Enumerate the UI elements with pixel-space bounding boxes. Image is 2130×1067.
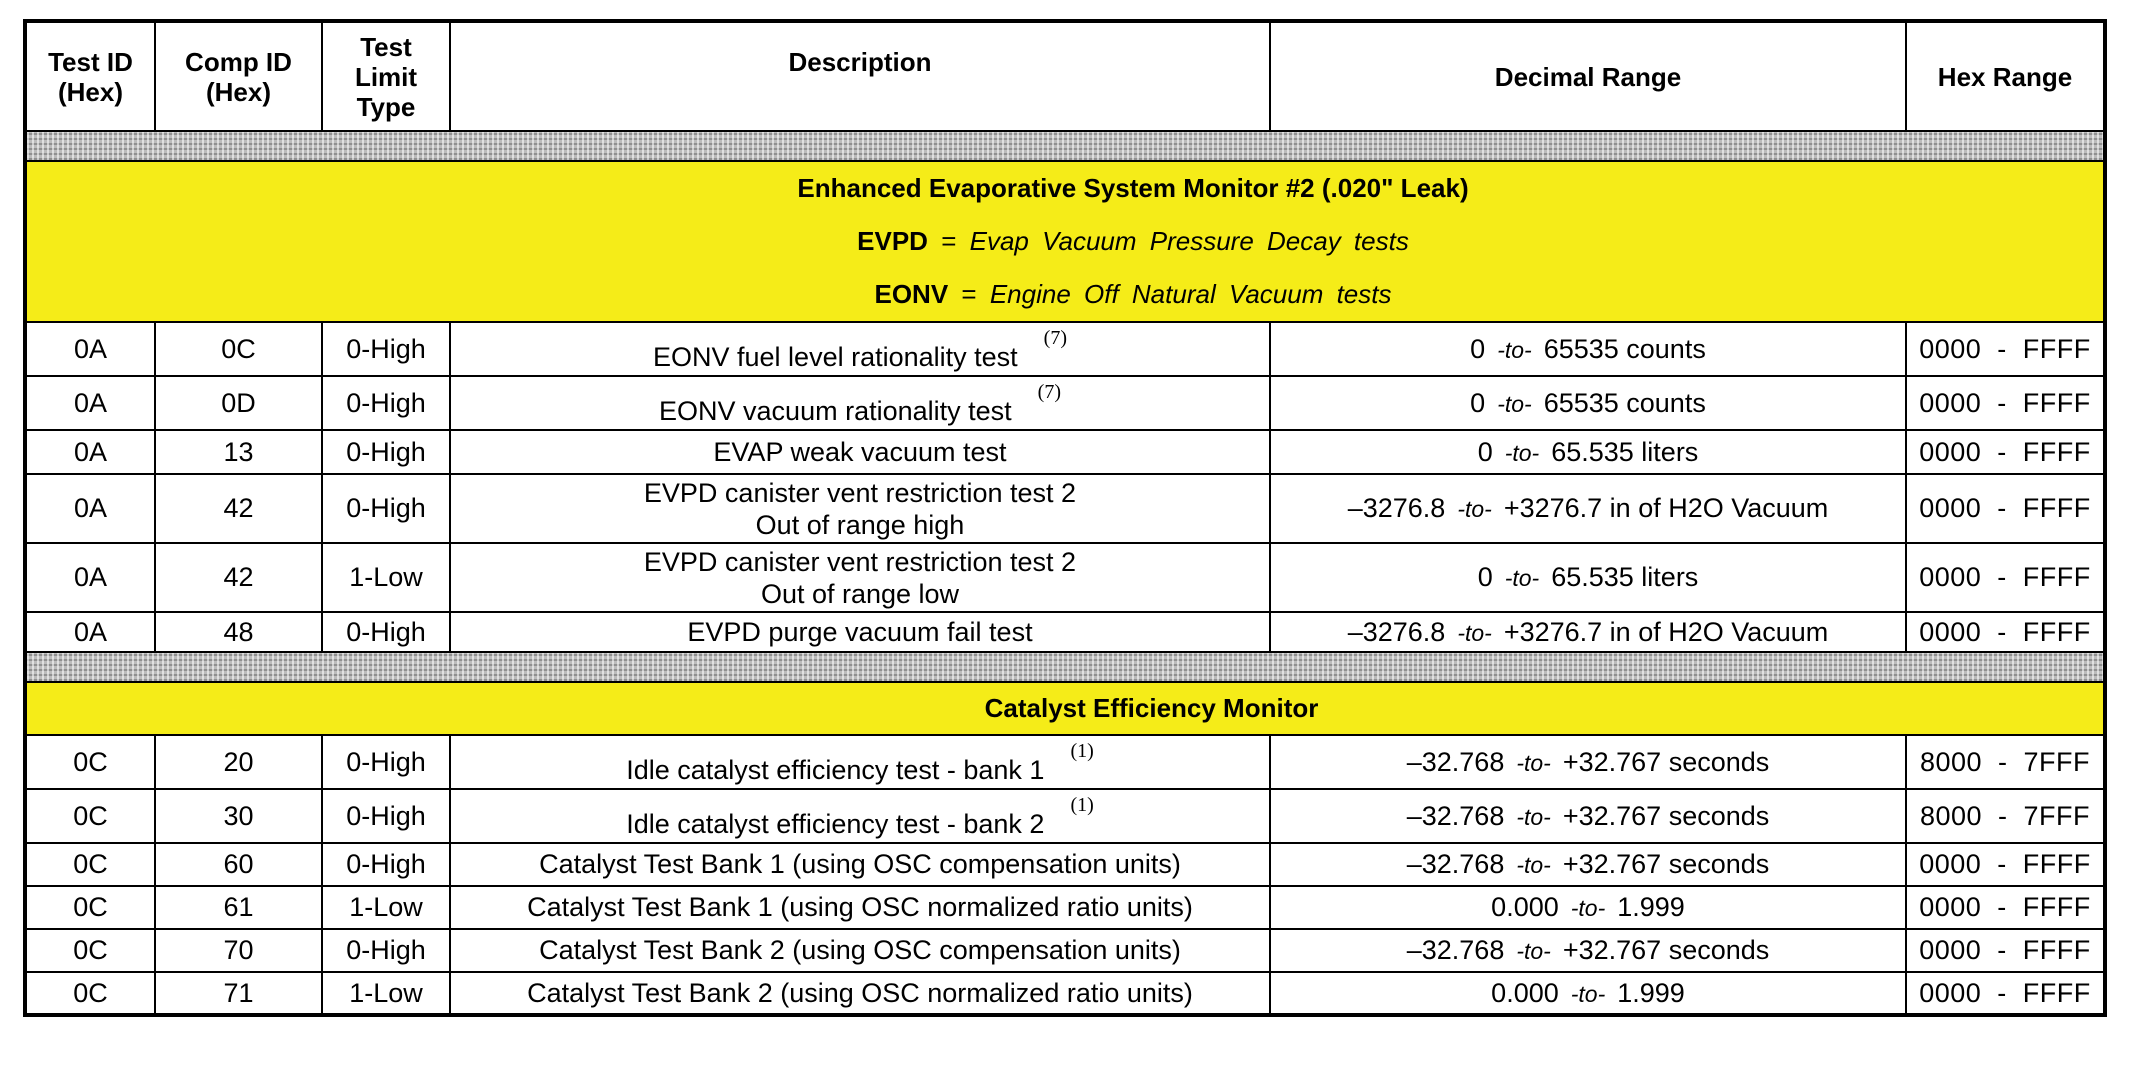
table-row — [25, 376, 2105, 430]
decimal-from: 0 — [1477, 562, 1493, 592]
separator-row — [25, 131, 2105, 161]
decimal-to: +32.767 seconds — [1562, 849, 1770, 879]
table-row — [25, 789, 2105, 843]
description-line-1: EVPD canister vent restriction test 2 — [643, 546, 1077, 577]
decimal-range-cell — [1270, 789, 1906, 843]
description-line-1: EVPD canister vent restriction test 2 — [643, 477, 1077, 508]
decimal-from: –32.768 — [1406, 800, 1505, 831]
range-separator: -to- — [1516, 749, 1551, 776]
test-id-cell: 0C — [25, 789, 155, 843]
decimal-range-cell — [1270, 886, 1906, 929]
section-evap-title: Enhanced Evaporative System Monitor #2 (.020" Leak) — [797, 173, 1469, 203]
description-cell — [450, 322, 1270, 376]
description-text: Idle catalyst efficiency test - bank 2 — [626, 808, 1045, 839]
separator-band — [25, 131, 2105, 161]
decimal-range-cell — [1270, 474, 1906, 543]
footnote-ref: (1) — [1070, 793, 1094, 816]
section-evap-line-evpd — [163, 215, 2103, 268]
description-cell — [450, 789, 1270, 843]
description-line-2: Out of range high — [755, 509, 965, 540]
range-separator: -to- — [1504, 565, 1540, 591]
description-cell — [450, 735, 1270, 789]
range-separator: -to- — [1457, 619, 1492, 646]
limit-type-cell: 0-High — [322, 376, 450, 430]
decimal-range-cell — [1270, 972, 1906, 1015]
eq-evpd: = — [941, 226, 957, 256]
decimal-range-cell — [1270, 376, 1906, 430]
description-text: Catalyst Test Bank 2 (using OSC compensation units) — [539, 935, 1181, 965]
table-row — [25, 735, 2105, 789]
hex-range-cell: 0000 - FFFF — [1906, 430, 2105, 474]
hex-range-cell: 0000 - FFFF — [1906, 972, 2105, 1015]
table-row — [25, 972, 2105, 1015]
description-text: EONV vacuum rationality test — [659, 395, 1012, 426]
hex-range-cell: 8000 - 7FFF — [1906, 789, 2105, 843]
limit-type-cell: 1-Low — [322, 972, 450, 1015]
decimal-to: +3276.7 in of H2O Vacuum — [1503, 616, 1829, 647]
hex-range-cell: 0000 - FFFF — [1906, 474, 2105, 543]
test-id-cell: 0C — [25, 972, 155, 1015]
decimal-range-cell — [1270, 929, 1906, 972]
range-separator: -to- — [1497, 390, 1532, 417]
section-catalyst-title: Catalyst Efficiency Monitor — [984, 693, 1319, 723]
hex-range-cell: 0000 - FFFF — [1906, 886, 2105, 929]
hex-range-cell: 0000 - FFFF — [1906, 843, 2105, 886]
section-header-catalyst — [25, 682, 2105, 735]
table-row — [25, 612, 2105, 652]
description-cell — [450, 929, 1270, 972]
test-id-cell: 0A — [25, 612, 155, 652]
comp-id-cell: 42 — [155, 543, 322, 612]
footnote-ref: (7) — [1037, 380, 1061, 403]
hex-range-cell: 0000 - FFFF — [1906, 929, 2105, 972]
range-separator: -to- — [1516, 803, 1551, 830]
test-id-cell: 0A — [25, 543, 155, 612]
footnote-ref: (7) — [1043, 326, 1067, 349]
decimal-to: 1.999 — [1617, 977, 1685, 1008]
section-header-evap — [25, 161, 2105, 322]
decimal-to: 65.535 liters — [1551, 436, 1699, 467]
description-text: Catalyst Test Bank 1 (using OSC compensation units) — [539, 849, 1181, 879]
header-test-id: Test ID (Hex) — [25, 21, 155, 131]
limit-type-cell: 0-High — [322, 322, 450, 376]
decimal-range-cell — [1270, 430, 1906, 474]
abbr-eonv: EONV — [874, 279, 949, 309]
range-separator: -to- — [1457, 496, 1492, 522]
table-row — [25, 929, 2105, 972]
obd-monitor-test-table — [23, 19, 2107, 1017]
decimal-from: –32.768 — [1406, 849, 1505, 879]
limit-type-cell: 0-High — [322, 735, 450, 789]
test-id-cell: 0C — [25, 843, 155, 886]
limit-type-cell: 0-High — [322, 474, 450, 543]
description-line-2: Out of range low — [760, 578, 960, 609]
description-cell — [450, 430, 1270, 474]
comp-id-cell: 48 — [155, 612, 322, 652]
decimal-to: +3276.7 in of H2O Vacuum — [1503, 493, 1829, 523]
header-row — [25, 21, 2105, 131]
decimal-to: 65.535 liters — [1551, 562, 1699, 592]
decimal-range-cell — [1270, 322, 1906, 376]
decimal-to: +32.767 seconds — [1562, 935, 1770, 965]
limit-type-cell: 0-High — [322, 789, 450, 843]
limit-type-cell: 0-High — [322, 929, 450, 972]
decimal-range-cell — [1270, 612, 1906, 652]
decimal-to: 1.999 — [1617, 892, 1685, 922]
comp-id-cell: 70 — [155, 929, 322, 972]
decimal-to: +32.767 seconds — [1562, 800, 1770, 831]
range-separator: -to- — [1504, 439, 1540, 466]
decimal-from: 0 — [1470, 387, 1486, 418]
comp-id-cell: 20 — [155, 735, 322, 789]
comp-id-cell: 0C — [155, 322, 322, 376]
table-row — [25, 474, 2105, 543]
limit-type-cell: 1-Low — [322, 543, 450, 612]
test-id-cell: 0A — [25, 376, 155, 430]
description-text: EVAP weak vacuum test — [713, 436, 1007, 467]
comp-id-cell: 0D — [155, 376, 322, 430]
comp-id-cell: 42 — [155, 474, 322, 543]
test-id-cell: 0A — [25, 322, 155, 376]
decimal-from: 0 — [1477, 436, 1493, 467]
description-text: Idle catalyst efficiency test - bank 1 — [626, 754, 1045, 785]
table-row — [25, 843, 2105, 886]
description-cell — [450, 972, 1270, 1015]
test-id-cell: 0A — [25, 474, 155, 543]
test-id-cell: 0C — [25, 735, 155, 789]
description-text: EONV fuel level rationality test — [653, 341, 1018, 372]
decimal-to: +32.767 seconds — [1562, 746, 1770, 777]
decimal-from: 0.000 — [1491, 892, 1559, 922]
limit-type-cell: 0-High — [322, 843, 450, 886]
comp-id-cell: 71 — [155, 972, 322, 1015]
decimal-from: 0.000 — [1491, 977, 1559, 1008]
decimal-from: 0 — [1470, 333, 1486, 364]
comp-id-cell: 60 — [155, 843, 322, 886]
header-comp-id: Comp ID (Hex) — [155, 21, 322, 131]
hex-range-cell: 0000 - FFFF — [1906, 322, 2105, 376]
range-separator: -to- — [1516, 852, 1551, 878]
header-limit-type: Test Limit Type — [322, 21, 450, 131]
description-cell — [450, 886, 1270, 929]
eq-eonv: = — [961, 279, 977, 309]
comp-id-cell: 13 — [155, 430, 322, 474]
separator-band — [25, 652, 2105, 682]
header-description: Description — [450, 21, 1270, 131]
description-cell — [450, 843, 1270, 886]
hex-range-cell: 8000 - 7FFF — [1906, 735, 2105, 789]
description-text: EVPD purge vacuum fail test — [687, 616, 1033, 647]
description-cell — [450, 543, 1270, 612]
decimal-to: 65535 counts — [1543, 333, 1706, 364]
description-cell — [450, 474, 1270, 543]
def-evpd: Evap Vacuum Pressure Decay tests — [969, 226, 1409, 256]
table-row — [25, 322, 2105, 376]
decimal-range-cell — [1270, 843, 1906, 886]
section-evap-cell — [25, 161, 2105, 322]
limit-type-cell: 0-High — [322, 430, 450, 474]
test-id-cell: 0C — [25, 886, 155, 929]
decimal-from: –3276.8 — [1347, 616, 1446, 647]
decimal-range-cell — [1270, 735, 1906, 789]
comp-id-cell: 30 — [155, 789, 322, 843]
table-row — [25, 543, 2105, 612]
table-row — [25, 430, 2105, 474]
range-separator: -to- — [1497, 336, 1532, 363]
decimal-range-cell — [1270, 543, 1906, 612]
description-text: Catalyst Test Bank 2 (using OSC normalized ratio units) — [527, 977, 1193, 1008]
abbr-evpd: EVPD — [857, 226, 928, 256]
hex-range-cell: 0000 - FFFF — [1906, 612, 2105, 652]
decimal-from: –3276.8 — [1347, 493, 1446, 523]
header-hex-range: Hex Range — [1906, 21, 2105, 131]
test-id-cell: 0C — [25, 929, 155, 972]
test-id-cell: 0A — [25, 430, 155, 474]
description-text: Catalyst Test Bank 1 (using OSC normalized ratio units) — [527, 892, 1193, 922]
comp-id-cell: 61 — [155, 886, 322, 929]
range-separator: -to- — [1516, 938, 1551, 964]
header-decimal-range: Decimal Range — [1270, 21, 1906, 131]
hex-range-cell: 0000 - FFFF — [1906, 376, 2105, 430]
description-cell — [450, 612, 1270, 652]
section-catalyst-cell — [25, 682, 2105, 735]
limit-type-cell: 0-High — [322, 612, 450, 652]
hex-range-cell: 0000 - FFFF — [1906, 543, 2105, 612]
section-evap-line-eonv — [163, 268, 2103, 321]
range-separator: -to- — [1570, 980, 1606, 1007]
separator-row — [25, 652, 2105, 682]
decimal-from: –32.768 — [1406, 746, 1505, 777]
table-row — [25, 886, 2105, 929]
limit-type-cell: 1-Low — [322, 886, 450, 929]
decimal-to: 65535 counts — [1543, 387, 1706, 418]
def-eonv: Engine Off Natural Vacuum tests — [989, 279, 1392, 309]
decimal-from: –32.768 — [1406, 935, 1505, 965]
range-separator: -to- — [1570, 895, 1606, 921]
description-cell — [450, 376, 1270, 430]
footnote-ref: (1) — [1070, 739, 1094, 762]
